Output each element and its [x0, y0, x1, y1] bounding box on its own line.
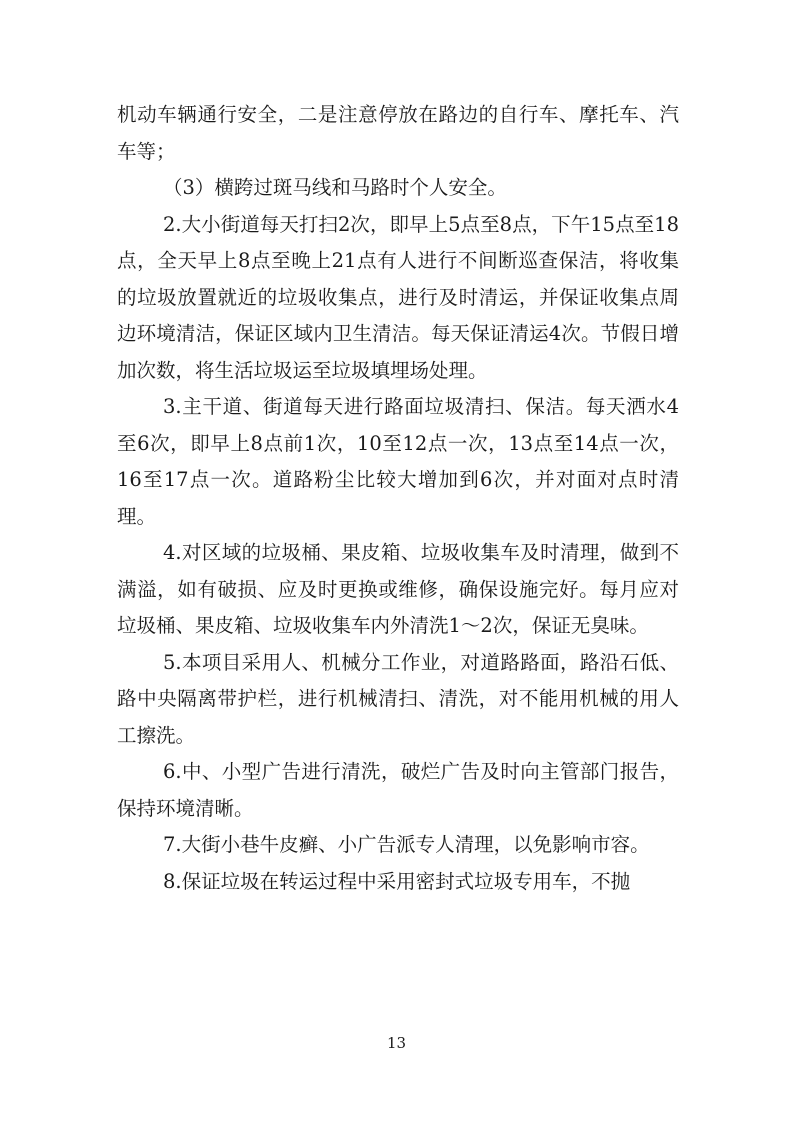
paragraph-item-8: 8.保证垃圾在转运过程中采用密封式垃圾专用车，不抛: [163, 869, 631, 893]
paragraph-item-7: 7.大街小巷牛皮癣、小广告派专人清理，以免影响市容。: [163, 833, 650, 856]
body-text: [117, 97, 679, 900]
paragraph-item-2: 2.大小街道每天打扫2次，即早上5点至8点，下午15点至18点，全天早上8点至晚上21点有人进行不间断巡查保洁，将收集的垃圾放置就近的垃圾收集点，进行及时清运，并保证收集点周边环境清洁，保证区域内卫生清洁。每天保证清运4次。节假日增加次数，将生活垃圾运至垃圾填埋场处理。: [117, 212, 679, 382]
paragraph-continuation: 机动车辆通行安全，二是注意停放在路边的自行车、摩托车、汽车等；: [117, 103, 679, 163]
paragraph-item-3-main-roads: 3.主干道、街道每天进行路面垃圾清扫、保洁。每天洒水4至6次，即早上8点前1次，10至12点一次，13点至14点一次，16至17点一次。道路粉尘比较大增加到6次，并对面对点时清理。: [117, 395, 679, 528]
paragraph-item-4: 4.对区域的垃圾桶、果皮箱、垃圾收集车及时清理，做到不满溢，如有破损、应及时更换或维修，确保设施完好。每月应对垃圾桶、果皮箱、垃圾收集车内外清洗1～2次，保证无臭味。: [117, 541, 679, 637]
paragraph-item-3: （3）横跨过斑马线和马路时个人安全。: [163, 176, 507, 199]
paragraph-item-6: 6.中、小型广告进行清洗，破烂广告及时向主管部门报告，保持环境清晰。: [117, 760, 679, 820]
paragraph-item-5: 5.本项目采用人、机械分工作业，对道路路面，路沿石低、路中央隔离带护栏，进行机械清扫、清洗，对不能用机械的用人工擦洗。: [117, 650, 679, 747]
page-number: 13: [386, 1034, 407, 1052]
